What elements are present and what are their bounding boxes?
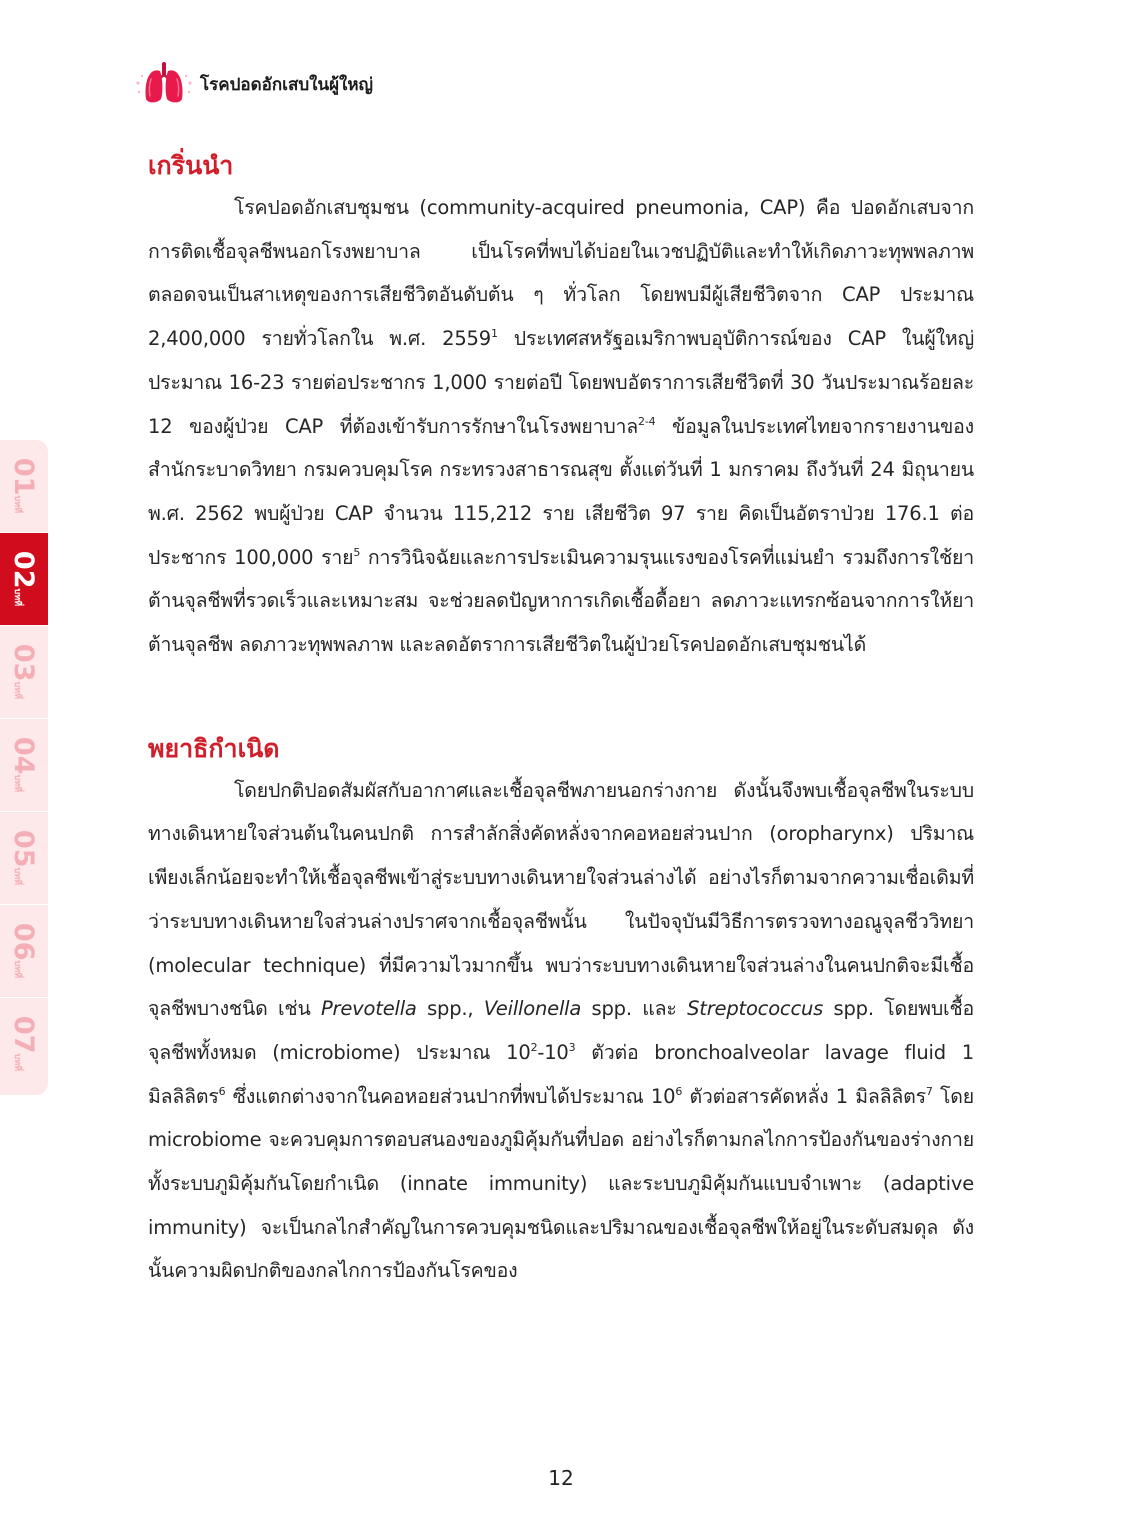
- chapter-label: บทที่: [12, 681, 23, 699]
- chapter-label: บทที่: [12, 495, 23, 513]
- chapter-label: บทที่: [12, 774, 23, 792]
- chapter-tab-04[interactable]: [0, 719, 48, 812]
- chapter-number: 04: [8, 736, 40, 774]
- text-run: spp. โดยพบเชื้อจุลชีพทั้งหมด (microbiome) ประมาณ 10: [148, 997, 975, 1064]
- citation: 6: [218, 1084, 226, 1098]
- text-run: spp.,: [416, 997, 484, 1021]
- text-run: การวินิจฉัยและการประเมินความรุนแรงของโรคที่แม่นยำ รวมถึงการใช้ยาต้านจุลชีพที่รวดเร็วและเหมาะสม จะช่วยลดปัญหาการเกิดเชื้อดื้อยา ลดภาวะแทรกซ้อนจากการให้ยาต้านจุลชีพ ลดภาวะทุพพลภาพ และลดอัตราการเสียชีวิตในผู้ป่วยโรคปอดอักเสบชุมชนได้: [148, 545, 974, 657]
- chapter-label: บทที่: [12, 867, 23, 885]
- text-run: ซึ่งแตกต่างจากในคอหอยส่วนปากที่พบได้ประมาณ 10: [225, 1084, 676, 1108]
- chapter-tab-03[interactable]: [0, 626, 48, 719]
- exponent: 2: [530, 1040, 538, 1054]
- text-run: ประเทศสหรัฐอเมริกาพบอุบัติการณ์ของ CAP ในผู้ใหญ่ประมาณ 16-23 รายต่อประชากร 1,000 รายต่อปี โดยพบอัตราการเสียชีวิตที่ 30 วันประมาณร้อยละ 12 ของผู้ป่วย CAP ที่ต้องเข้ารับการรักษาในโรงพยาบาล: [148, 327, 975, 438]
- exponent: 6: [675, 1084, 683, 1098]
- chapter-number: 06: [8, 922, 40, 960]
- chapter-tab-07[interactable]: [0, 998, 48, 1091]
- text-run: spp. และ: [581, 997, 688, 1021]
- citation: 7: [925, 1084, 933, 1098]
- text-run: ข้อมูลในประเทศไทยจากรายงานของสำนักระบาดวิทยา กรมควบคุมโรค กระทรวงสาธารณสุข ตั้งแต่วันที่ 1 มกราคม ถึงวันที่ 24 มิถุนายน พ.ศ. 2562 พบผู้ป่วย CAP จำนวน 115,212 ราย เสียชีวิต 97 ราย คิดเป็นอัตราป่วย 176.1 ต่อประชากร 100,000 ราย: [148, 414, 975, 569]
- chapter-number: 03: [8, 643, 40, 681]
- text-run: โดย microbiome จะควบคุมการตอบสนองของภูมิคุ้มกันที่ปอด อย่างไรก็ตามกลไกการป้องกันของร่างกายทั้งระบบภูมิคุ้มกันโดยกำเนิด (innate immunity) และระบบภูมิคุ้มกันแบบจำเพาะ (adaptive immunity) จะเป็นกลไกสำคัญในการควบคุมชนิดและปริมาณของเชื้อจุลชีพให้อยู่ในระดับสมดุล ดังนั้นความผิดปกติของกลไกการป้องกันโรคของ: [148, 1084, 974, 1283]
- page-number: 12: [548, 1466, 574, 1490]
- section-heading-pathogenesis: พยาธิกำเนิด: [148, 733, 280, 763]
- text-run: -10: [537, 1040, 569, 1064]
- chapter-tab-01[interactable]: [0, 440, 48, 533]
- chapter-number: 07: [8, 1015, 40, 1054]
- chapter-tab-06[interactable]: [0, 905, 48, 998]
- header-title: โรคปอดอักเสบในผู้ใหญ่: [200, 74, 374, 95]
- text-run: ตัวต่อ bronchoalveolar lavage fluid 1 มิลลิลิตร: [148, 1040, 974, 1108]
- chapter-tab-05[interactable]: [0, 812, 48, 905]
- chapter-number: 02: [8, 550, 40, 588]
- main-content: [148, 146, 974, 1293]
- lungs-icon: [132, 59, 196, 109]
- species-name: Prevotella: [321, 997, 417, 1021]
- species-name: Veillonella: [483, 997, 582, 1021]
- citation: 1: [490, 327, 498, 341]
- introduction-paragraph: [148, 186, 974, 667]
- species-name: Streptococcus: [687, 997, 824, 1021]
- chapter-number: 01: [8, 457, 40, 495]
- text-run: ตัวต่อสารคัดหลั่ง 1 มิลลิลิตร: [682, 1084, 926, 1108]
- chapter-label: บทที่: [12, 1053, 23, 1072]
- chapter-number: 05: [8, 829, 40, 867]
- chapter-label: บทที่: [12, 960, 23, 978]
- citation: 2-4: [638, 414, 656, 428]
- section-heading-introduction: เกริ่นนำ: [148, 151, 234, 180]
- pathogenesis-paragraph: [148, 769, 974, 1293]
- text-run: โรคปอดอักเสบชุมชน (community-acquired pneumonia, CAP) คือ ปอดอักเสบจากการติดเชื้อจุลชีพนอกโรงพยาบาล เป็นโรคที่พบได้บ่อยในเวชปฏิบัติและทำให้เกิดภาวะทุพพลภาพ ตลอดจนเป็นสาเหตุของการเสียชีวิตอันดับต้น ๆ ทั่วโลก โดยพบมีผู้เสียชีวิตจาก CAP ประมาณ 2,400,000 รายทั่วโลกใน พ.ศ. 2559: [148, 196, 974, 351]
- chapter-tabs: [0, 440, 48, 1095]
- exponent: 3: [568, 1040, 576, 1054]
- chapter-label: บทที่: [12, 588, 23, 606]
- page-header: [132, 60, 373, 108]
- text-run: โดยปกติปอดสัมผัสกับอากาศและเชื้อจุลชีพภายนอกร่างกาย ดังนั้นจึงพบเชื้อจุลชีพในระบบทางเดินหายใจส่วนต้นในคนปกติ การสำลักสิ่งคัดหลั่งจากคอหอยส่วนปาก (oropharynx) ปริมาณเพียงเล็กน้อยจะทำให้เชื้อจุลชีพเข้าสู่ระบบทางเดินหายใจส่วนล่างได้ อย่างไรก็ตามจากความเชื่อเดิมที่ว่าระบบทางเดินหายใจส่วนล่างปราศจากเชื้อจุลชีพนั้น ในปัจจุบันมีวิธีการตรวจทางอณูจุลชีววิทยา (molecular technique) ที่มีความไวมากขึ้น พบว่าระบบทางเดินหายใจส่วนล่างในคนปกติจะมีเชื้อจุลชีพบางชนิด เช่น: [148, 778, 974, 1021]
- citation: 5: [353, 545, 361, 559]
- chapter-tab-02[interactable]: [0, 533, 48, 626]
